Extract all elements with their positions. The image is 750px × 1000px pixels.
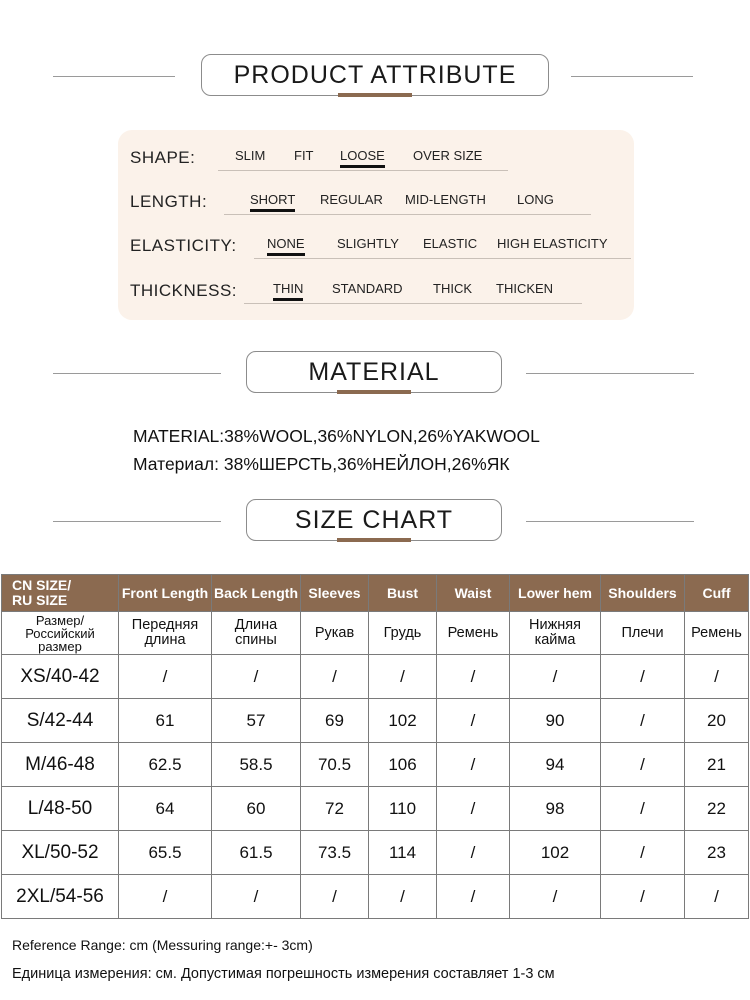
size-value-cell: Передняя длина: [119, 612, 212, 655]
size-value-cell: /: [510, 655, 601, 699]
attribute-option: STANDARD: [332, 281, 403, 296]
divider-line: [526, 373, 694, 374]
size-value-cell: Shoulders: [601, 575, 685, 612]
attribute-label: ELASTICITY:: [130, 236, 237, 255]
size-label-cell: Размер/ Российский размер: [2, 612, 119, 655]
size-value-cell: /: [301, 875, 369, 919]
size-value-cell: /: [369, 875, 437, 919]
attribute-option-selected: LOOSE: [340, 148, 385, 163]
size-label-cell: S/42-44: [2, 699, 119, 743]
size-value-cell: 90: [510, 699, 601, 743]
size-value-cell: /: [601, 699, 685, 743]
attribute-option-selected: THIN: [273, 281, 304, 296]
size-value-cell: Нижняя кайма: [510, 612, 601, 655]
size-value-cell: 23: [685, 831, 749, 875]
size-value-cell: /: [437, 875, 510, 919]
size-value-cell: Sleeves: [301, 575, 369, 612]
size-value-cell: /: [437, 655, 510, 699]
size-value-cell: 102: [369, 699, 437, 743]
size-label-cell: L/48-50: [2, 787, 119, 831]
size-value-cell: 69: [301, 699, 369, 743]
attribute-underline: [244, 303, 582, 304]
size-value-cell: /: [119, 875, 212, 919]
attribute-label: LENGTH:: [130, 192, 208, 211]
attribute-option: SLIGHTLY: [337, 236, 399, 251]
divider-line: [53, 76, 175, 77]
size-value-cell: 102: [510, 831, 601, 875]
size-label-cell: 2XL/54-56: [2, 875, 119, 919]
attribute-label: SHAPE:: [130, 148, 196, 167]
size-label-cell: XS/40-42: [2, 655, 119, 699]
size-value-cell: Ремень: [437, 612, 510, 655]
attribute-underline: [218, 170, 508, 171]
size-value-cell: /: [437, 743, 510, 787]
size-value-cell: Длина спины: [212, 612, 301, 655]
size-value-cell: 61.5: [212, 831, 301, 875]
size-value-cell: 61: [119, 699, 212, 743]
product-attribute-header: [0, 54, 750, 100]
size-value-cell: Плечи: [601, 612, 685, 655]
size-value-cell: /: [685, 655, 749, 699]
attribute-option: THICK: [433, 281, 472, 296]
size-value-cell: /: [601, 787, 685, 831]
section-title: MATERIAL: [308, 358, 440, 386]
attribute-option: ELASTIC: [423, 236, 478, 251]
size-chart-table: [1, 574, 749, 919]
table-header-row-russian: [2, 612, 749, 655]
size-value-cell: 64: [119, 787, 212, 831]
size-value-cell: /: [437, 787, 510, 831]
size-value-cell: Ремень: [685, 612, 749, 655]
size-label-cell: M/46-48: [2, 743, 119, 787]
size-label-cell: CN SIZE/ RU SIZE: [2, 575, 119, 612]
divider-line: [53, 521, 221, 522]
size-value-cell: /: [437, 831, 510, 875]
size-value-cell: 72: [301, 787, 369, 831]
section-title: PRODUCT ATTRIBUTE: [233, 61, 517, 89]
size-value-cell: /: [601, 655, 685, 699]
reference-note-russian: Единица измерения: см. Допустимая погрешность измерения составляет 1-3 см: [12, 966, 555, 982]
size-value-cell: 60: [212, 787, 301, 831]
title-accent-bar: [337, 538, 411, 542]
table-row: [2, 699, 749, 743]
size-value-cell: /: [601, 831, 685, 875]
size-value-cell: 22: [685, 787, 749, 831]
size-value-cell: 62.5: [119, 743, 212, 787]
table-header-row-english: [2, 575, 749, 612]
size-value-cell: Cuff: [685, 575, 749, 612]
size-value-cell: 20: [685, 699, 749, 743]
size-value-cell: Bust: [369, 575, 437, 612]
size-value-cell: 57: [212, 699, 301, 743]
table-row: [2, 655, 749, 699]
table-row: [2, 831, 749, 875]
divider-line: [571, 76, 693, 77]
attribute-option: THICKEN: [496, 281, 554, 296]
divider-line: [53, 373, 221, 374]
size-value-cell: /: [437, 699, 510, 743]
attribute-underline: [224, 214, 591, 215]
title-accent-bar: [337, 390, 411, 394]
attribute-option-selected: SHORT: [250, 192, 296, 207]
attribute-option: REGULAR: [320, 192, 383, 207]
size-value-cell: /: [212, 875, 301, 919]
size-value-cell: 65.5: [119, 831, 212, 875]
attribute-panel: [118, 130, 634, 320]
size-value-cell: 58.5: [212, 743, 301, 787]
size-value-cell: 110: [369, 787, 437, 831]
size-label-cell: XL/50-52: [2, 831, 119, 875]
size-value-cell: /: [301, 655, 369, 699]
section-title-pill: [201, 54, 549, 96]
size-value-cell: /: [601, 875, 685, 919]
attribute-option: SLIM: [235, 148, 266, 163]
attribute-option: HIGH ELASTICITY: [497, 236, 608, 251]
size-value-cell: 114: [369, 831, 437, 875]
size-value-cell: /: [119, 655, 212, 699]
size-value-cell: 94: [510, 743, 601, 787]
size-value-cell: /: [510, 875, 601, 919]
table-row: [2, 787, 749, 831]
size-value-cell: 106: [369, 743, 437, 787]
table-row: [2, 743, 749, 787]
size-chart-header: [0, 499, 750, 545]
attribute-option-selected: NONE: [267, 236, 305, 251]
section-title-pill: [246, 499, 502, 541]
size-value-cell: Front Length: [119, 575, 212, 612]
size-value-cell: Рукав: [301, 612, 369, 655]
size-value-cell: 21: [685, 743, 749, 787]
attribute-option: FIT: [294, 148, 314, 163]
size-value-cell: Lower hem: [510, 575, 601, 612]
attribute-option: LONG: [517, 192, 554, 207]
size-value-cell: /: [212, 655, 301, 699]
title-accent-bar: [338, 93, 412, 97]
attribute-option: OVER SIZE: [413, 148, 483, 163]
size-value-cell: /: [601, 743, 685, 787]
section-title-pill: [246, 351, 502, 393]
table-row: [2, 875, 749, 919]
attribute-label: THICKNESS:: [130, 281, 238, 300]
attribute-underline: [254, 258, 631, 259]
attribute-option: MID-LENGTH: [405, 192, 486, 207]
size-value-cell: /: [369, 655, 437, 699]
size-value-cell: 70.5: [301, 743, 369, 787]
size-value-cell: Waist: [437, 575, 510, 612]
size-value-cell: 73.5: [301, 831, 369, 875]
divider-line: [526, 521, 694, 522]
material-russian: Материал: 38%ШЕРСТЬ,36%НЕЙЛОН,26%ЯК: [133, 454, 510, 474]
section-title: SIZE CHART: [294, 506, 454, 534]
size-value-cell: /: [685, 875, 749, 919]
material-header: [0, 351, 750, 397]
size-value-cell: 98: [510, 787, 601, 831]
reference-note-english: Reference Range: cm (Messuring range:+- 3cm): [12, 937, 313, 953]
size-value-cell: Back Length: [212, 575, 301, 612]
material-english: MATERIAL:38%WOOL,36%NYLON,26%YAKWOOL: [133, 426, 540, 446]
size-value-cell: Грудь: [369, 612, 437, 655]
